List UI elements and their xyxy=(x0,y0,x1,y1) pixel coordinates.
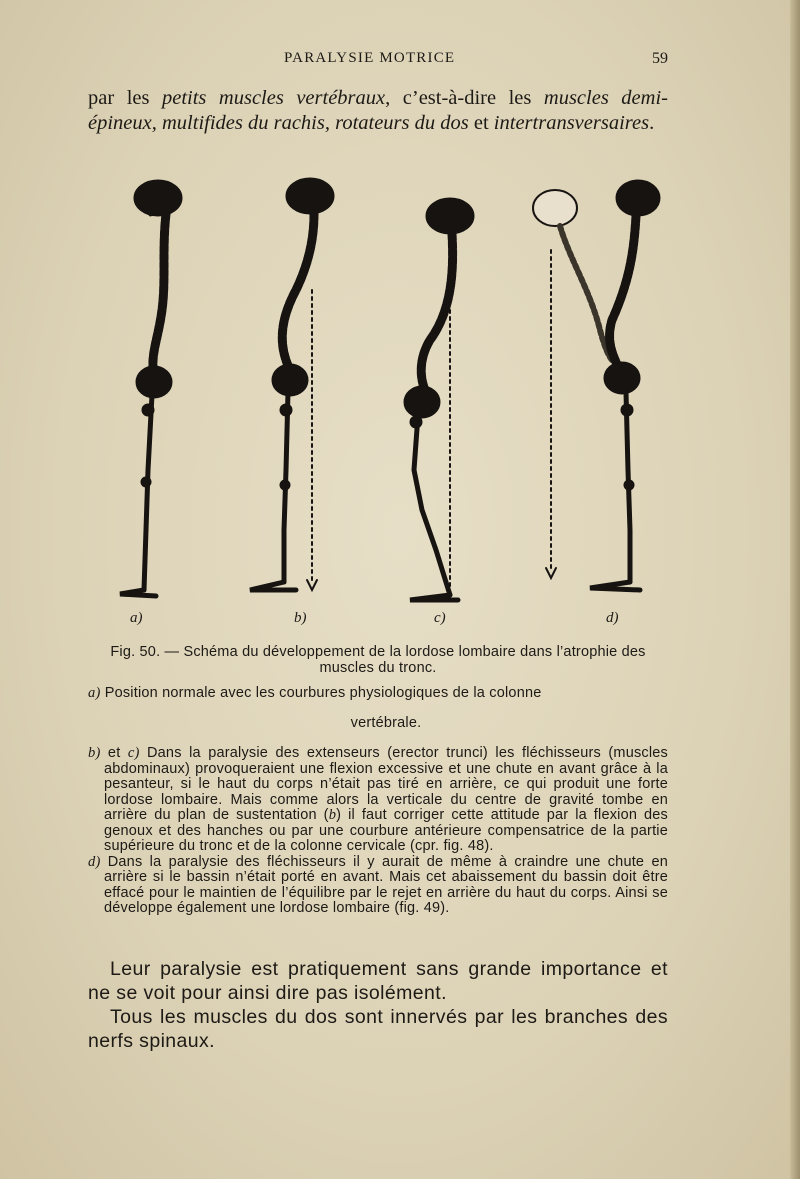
caption-key: b) xyxy=(88,745,101,761)
figure-label-a: a) xyxy=(130,610,143,626)
intro-text: . xyxy=(649,112,655,134)
caption-ref: b xyxy=(328,807,337,823)
intro-italic-term: muscles demi-épineux, multifides du rachis, rotateurs du dos xyxy=(88,87,668,134)
caption-key: d) xyxy=(88,853,101,870)
page-number: 59 xyxy=(652,50,668,67)
intro-italic-term: petits muscles vertébraux xyxy=(161,87,386,109)
running-title: PARALYSIE MOTRICE xyxy=(284,50,456,66)
skeleton-figure xyxy=(100,170,680,640)
caption-text: Position normale avec les courbures physiologiques de la colonne xyxy=(100,685,542,701)
caption-title: Fig. 50. — Schéma du développement de la lordose lombaire dans l’atrophie des muscles du tronc. xyxy=(110,644,646,676)
skeleton-d xyxy=(533,180,660,590)
skeleton-illustration xyxy=(100,170,680,640)
intro-text: par les xyxy=(88,87,162,109)
figure-label-d: d) xyxy=(606,610,619,626)
figure-label-b: b) xyxy=(294,610,307,626)
caption-text: et xyxy=(100,745,128,761)
caption-item-d xyxy=(88,855,668,917)
caption-item-a xyxy=(88,686,668,702)
caption-item-a-continuation: vertébrale. xyxy=(350,715,422,731)
caption-text: Dans la paralysie des fléchisseurs il y aurait de même à craindre une chute en arrière si le bassin n’était porté en avant. Mais cet abaissement du bassin doit être effacé pour le maintien de l’équilibre par le rejet en arrière du haut du corps. Ainsi se développe également une lordose lombaire (fig. 49). xyxy=(100,853,668,916)
figure-caption xyxy=(88,645,668,917)
skeleton-a xyxy=(120,180,182,596)
caption-item-bc xyxy=(88,746,668,855)
skeleton-c xyxy=(404,198,474,600)
closing-paragraph-1: Leur paralysie est pratiquement sans grande importance et ne se voit pour ainsi dire pas isolément. xyxy=(88,958,668,1004)
caption-key: c) xyxy=(127,745,140,761)
page-header xyxy=(88,50,668,72)
page-edge xyxy=(790,0,800,1179)
caption-text: ) il faut corriger cette attitude par la flexion des genoux et des hanches ou par une courbure antérieure compensatrice de la partie supérieure du tronc et de la colonne cervicale (cpr. fig. 48). xyxy=(104,807,668,854)
skeleton-b xyxy=(250,178,334,590)
figure-label-c: c) xyxy=(434,610,446,626)
caption-key: a) xyxy=(88,685,101,701)
intro-italic-term: intertransversaires xyxy=(493,112,650,134)
intro-paragraph xyxy=(88,86,668,136)
caption-text: Dans la paralysie des extenseurs (erector trunci) les fléchisseurs (muscles abdominaux) provoqueraient une flexion excessive et une chute en avant grâce à la pesanteur, si le haut du corps n’était pas tiré en arrière, ce qui produit une forte lordose lombaire. Mais comme alors la verticale du centre de gravité tombe en arrière du plan de sustentation ( xyxy=(104,745,668,823)
closing-paragraph-2: Tous les muscles du dos sont innervés par les branches des nerfs spinaux. xyxy=(88,1006,668,1052)
intro-text: , c’est-à-dire les xyxy=(385,87,544,109)
intro-text: et xyxy=(468,112,494,134)
closing-text xyxy=(88,957,668,1053)
